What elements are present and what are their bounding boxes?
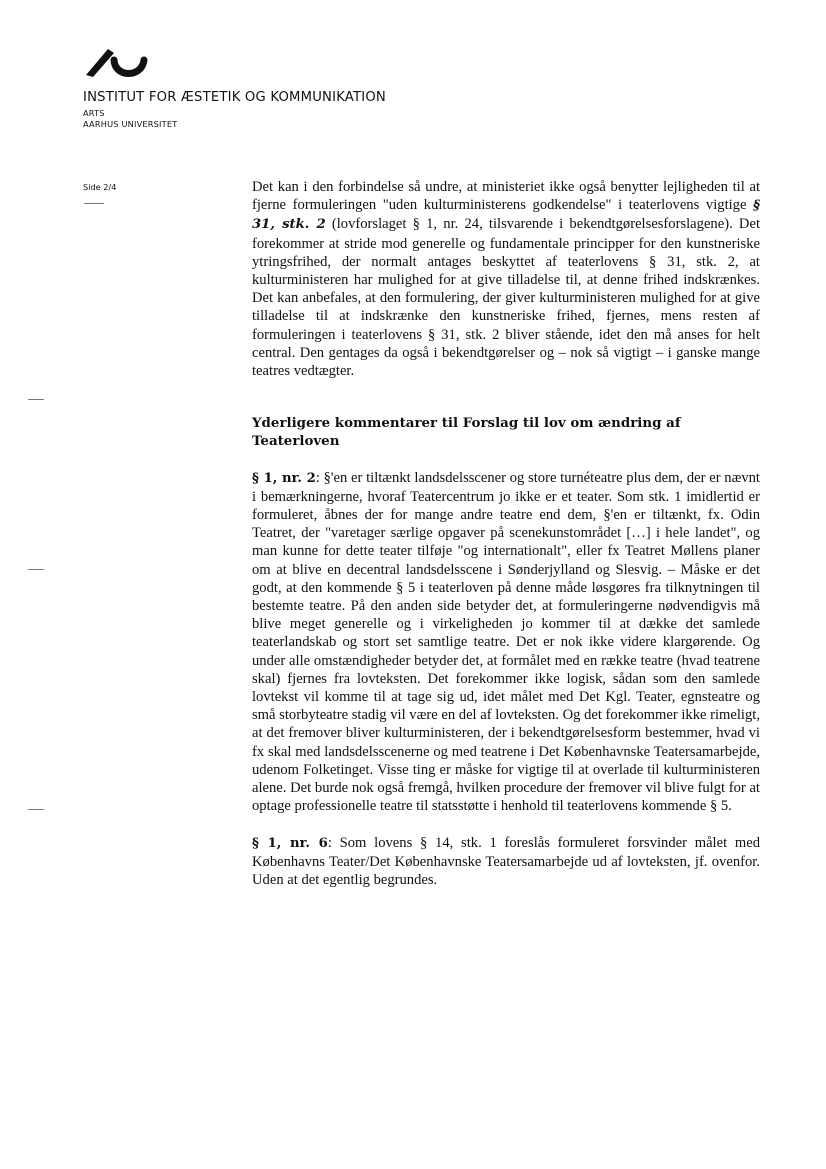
law-reference: § 31, stk. 2	[252, 198, 760, 233]
paragraph-text: : Som lovens § 14, stk. 1 foreslås formuleret forsvinder målet med Københavns Teater/Det Københavnske Teatersamarbejde ud af lovteksten, jf. ovenfor. Uden at det egentlig begrundes.	[252, 834, 761, 888]
paragraph-text: (lovforslaget § 1, nr. 24, tilsvarende i bekendtgørelsesforslagene). Det forekommer at stride mod generelle og fundamentale principper for den kunstneriske ytringsfrihed, der normalt antages beskyttet af teaterlovens § 31, stk. 2, at kulturministeren har mulighed for at give tilladelse til, at denne frihed indskrænkes. Det kan anbefales, at den formulering, der giver kulturministeren mulighed for at give tilladelse til at indskrænke den kunstneriske frihed, fjernes, mens resten af formuleringen i teaterlovens § 31, stk. 2 bliver stående, idet den må anses for helt central. Den gentages da også i bekendtgørelser og – nok så vigtigt – i ganske mange teatres vedtægter.	[252, 216, 760, 380]
law-reference: § 1, nr. 2	[252, 470, 316, 486]
paragraph-nr2	[252, 469, 760, 816]
law-reference: § 1, nr. 6	[252, 835, 328, 851]
margin-mark	[28, 569, 44, 570]
institute-name: INSTITUT FOR ÆSTETIK OG KOMMUNIKATION	[83, 90, 386, 105]
section-heading: Yderligere kommentarer til Forslag til lov om ændring af Teaterloven	[252, 415, 681, 450]
university-name: AARHUS UNIVERSITET	[83, 119, 178, 129]
sidebar-divider	[84, 203, 104, 204]
document-body	[252, 178, 760, 889]
au-logo-icon	[84, 42, 154, 82]
paragraph-text: : §'en er tiltænkt landsdelsscener og store turnéteatre plus dem, der er nævnt i bemærkningerne, hvoraf Teatercentrum jo ikke er et teater. Som stk. 1 imidlertid er formuleret, åbnes der for mange andre teatre end dem, §'en er tiltænkt, fx. Odin Teatret, der "varetager særlige opgaver på scenekunstområdet […] i hele landet", og man kunne for dette teater tilføje "og internationalt", eller fx Teatret Møllens planer om at blive en decentral landsdelsscene i Sønderjylland og Slesvig. – Måske er det godt, at den kommende § 5 i teaterloven på denne måde løsgøres fra tilknytningen til bestemte teatre. På den anden side betyder det, at formuleringerne nødvendigvis må blive meget generelle og i virkeligheden jo kommer til at dække det samlede teaterlandskab og stort set samtlige teatre. Det er nok ikke videre klargørende. Og under alle omstændigheder betyder det, at formålet med en række teatre (hvad teatrene skal) fjernes fra lovteksten. Det forekommer ikke logisk, sådan som den samlede lovtekst vil komme til at tage sig ud, idet målet med Det Kgl. Teater, egnsteatre og små storbyteatre stadig vil være en del af lovteksten. Og det forekommer ikke rimeligt, at det fremover bliver kulturministeren, der i bekendtgørelsesform bestemmer, hvad vi fx skal med landsdelsscenerne og med teatrene i Det Københavnske Teatersamarbejde, udenom Folketinget. Visse ting er måske for vigtige til at overlade til kulturministeren alene. Det burde nok også fremgå, hvilken procedure der fremover vil blive fulgt for at optage professionelle teatre til statsstøtte i henhold til teaterlovens kommende § 5.	[252, 469, 760, 815]
faculty-name: ARTS	[83, 108, 105, 118]
paragraph-ministry	[252, 178, 760, 380]
paragraph-nr6	[252, 834, 760, 890]
margin-mark	[28, 809, 44, 810]
paragraph-text: Det kan i den forbindelse så undre, at ministeriet ikke også benytter lejligheden til at fjerne formuleringen "uden kulturministerens godkendelse" i teaterlovens vigtige	[252, 179, 760, 214]
page-number: Side 2/4	[83, 182, 117, 192]
margin-mark	[28, 399, 44, 400]
